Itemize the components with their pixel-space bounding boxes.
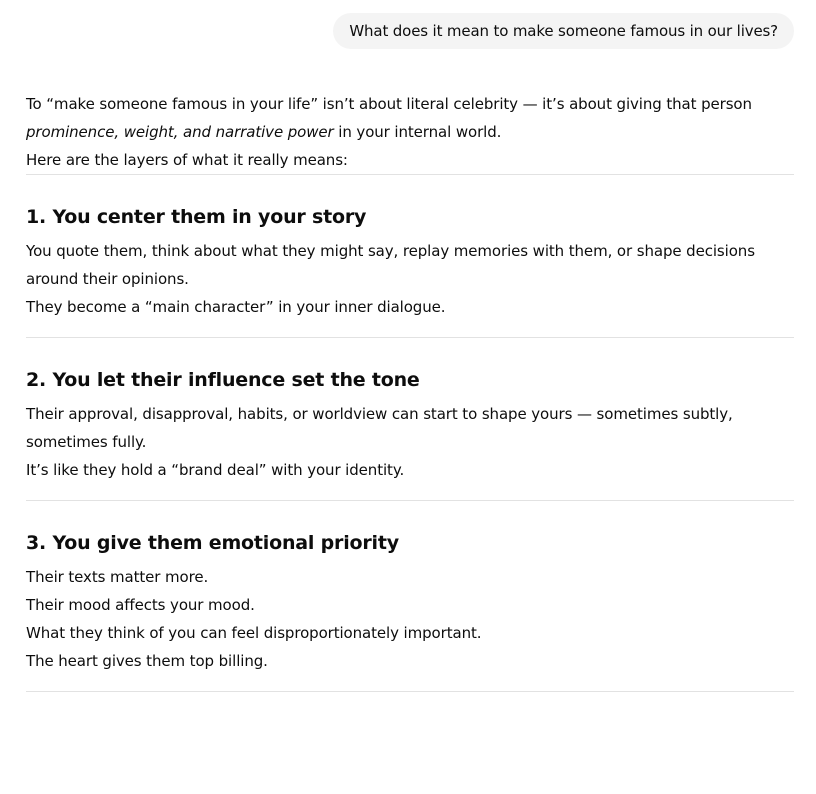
intro-text-start: To “make someone famous in your life” isn’t about literal celebrity — it’s about giving that person [26, 95, 752, 113]
section-line: What they think of you can feel disproportionately important. [26, 624, 482, 642]
section-line: Their mood affects your mood. [26, 596, 255, 614]
section-divider [26, 691, 794, 692]
section-3 [26, 501, 794, 691]
section-heading: 2. You let their influence set the tone [26, 369, 420, 391]
intro-text-end: in your internal world. [333, 123, 502, 141]
section-heading: 1. You center them in your story [26, 206, 367, 228]
user-message-row [333, 13, 794, 49]
intro-paragraph [26, 90, 794, 146]
section-line: They become a “main character” in your inner dialogue. [26, 298, 446, 316]
lead-paragraph: Here are the layers of what it really means: [26, 151, 348, 169]
section-heading: 3. You give them emotional priority [26, 532, 399, 554]
section-line: It’s like they hold a “brand deal” with your identity. [26, 461, 405, 479]
section-2 [26, 338, 794, 500]
section-1 [26, 175, 794, 337]
assistant-message [26, 90, 794, 692]
section-line: You quote them, think about what they might say, replay memories with them, or shape decisions around their opinions. [26, 242, 755, 288]
user-message-bubble[interactable]: What does it mean to make someone famous in our lives? [333, 13, 794, 49]
section-closing-line: The heart gives them top billing. [26, 652, 268, 670]
section-line: Their approval, disapproval, habits, or worldview can start to shape yours — sometimes subtly, sometimes fully. [26, 405, 733, 451]
intro-emphasis: prominence, weight, and narrative power [26, 123, 334, 141]
section-line: Their texts matter more. [26, 568, 209, 586]
